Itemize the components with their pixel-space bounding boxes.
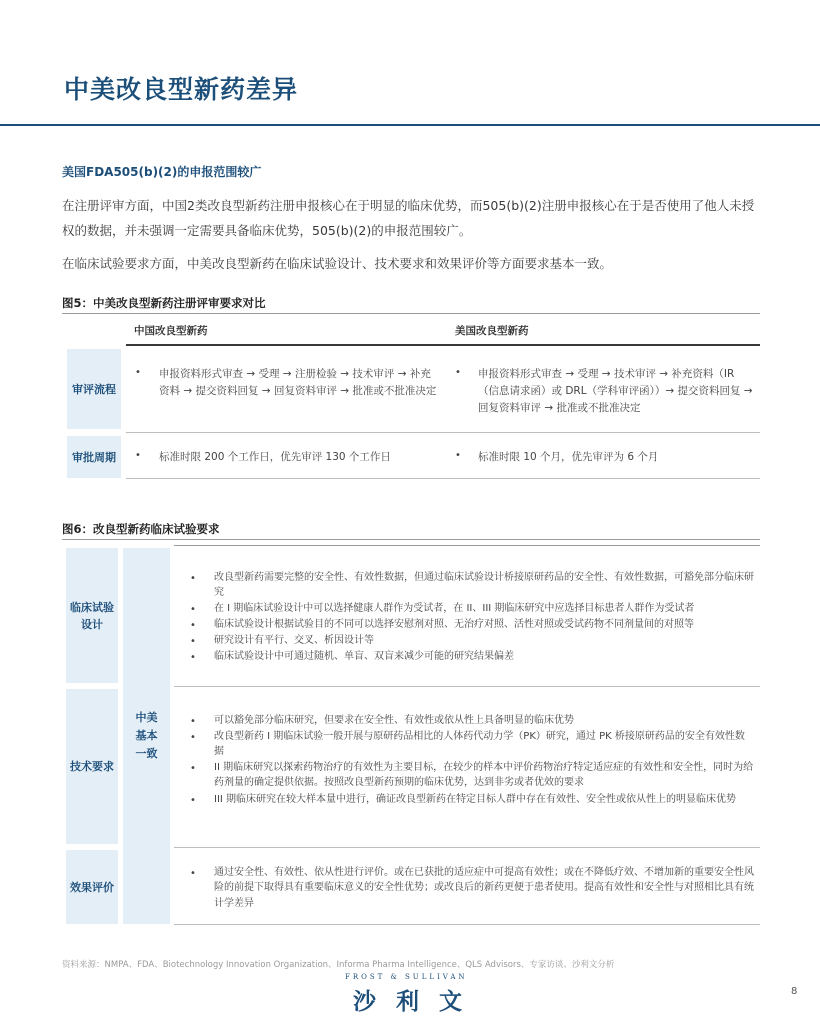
- row-divider: [174, 924, 760, 925]
- cell-china-period: 标准时限 200 个工作日，优先审评 130 个工作日: [159, 451, 391, 463]
- row-label-trial-design: 临床试验设计: [66, 548, 118, 683]
- column-header-usa: 美国改良型新药: [455, 325, 529, 337]
- logo-wordmark: FROST & SULLIVAN: [345, 973, 468, 981]
- row-divider: [126, 478, 760, 479]
- bullet-dot: •: [190, 604, 196, 615]
- bullet-dot: •: [190, 763, 196, 774]
- column-header-rule: [126, 344, 760, 346]
- bullet-dot: •: [190, 620, 196, 631]
- list-item: 改良型新药需要完整的安全性、有效性数据，但通过临床试验设计桥接原研药品的安全性、有效性数据，可豁免部分临床研究: [214, 572, 754, 599]
- bullet-dot: •: [190, 795, 196, 806]
- column-header-china: 中国改良型新药: [134, 325, 208, 337]
- cell-china-process: 申报资料形式审查 → 受理 → 注册检验 → 技术审评 → 补充资料 → 提交资料回复 → 回复资料审评 → 批准或不批准决定: [159, 368, 437, 397]
- row-label-approval-period: 审批周期: [67, 436, 121, 478]
- bullet-dot: •: [455, 367, 461, 378]
- bullet-dot: •: [190, 868, 196, 879]
- row-divider: [174, 686, 760, 687]
- list-item: 临床试验设计中可通过随机、单盲、双盲来减少可能的研究结果偏差: [214, 651, 514, 662]
- bullet-dot: •: [190, 716, 196, 727]
- list-item: 可以豁免部分临床研究，但要求在安全性、有效性或依从性上具备明显的临床优势: [214, 715, 574, 726]
- list-item: 改良型新药 I 期临床试验一般开展与原研药品相比的人体药代动力学（PK）研究，通过 PK 桥接原研药品的安全有效性数据: [214, 731, 745, 758]
- row-divider: [174, 847, 760, 848]
- title-divider: [0, 124, 820, 126]
- row-label-efficacy-evaluation: 效果评价: [66, 850, 118, 924]
- cell-usa-period: 标准时限 10 个月，优先审评为 6 个月: [478, 451, 659, 463]
- bullet-dot: •: [455, 450, 461, 461]
- page-title: 中美改良型新药差异: [64, 75, 299, 104]
- section-heading: 美国FDA505(b)(2)的申报范围较广: [62, 165, 262, 179]
- cell-usa-process: 申报资料形式审查 → 受理 → 技术审评 → 补充资料（IR（信息请求函）或 DRL（学科审评函））→ 提交资料回复 → 回复资料审评 → 批准或不批准决定: [478, 368, 753, 414]
- list-item: 研究设计有平行、交叉、析因设计等: [214, 635, 374, 646]
- list-item: III 期临床研究在较大样本量中进行，确证改良型新药在特定目标人群中存在有效性、安全性或依从性上的明显临床优势: [214, 794, 737, 805]
- figure5-top-rule: [62, 313, 760, 314]
- figure6-content-rule: [174, 545, 760, 546]
- bullet-dot: •: [190, 652, 196, 663]
- merged-label-consistent: 中美基本一致: [123, 548, 170, 924]
- page-number: 8: [791, 986, 798, 997]
- figure5-title: 图5：中美改良型新药注册评审要求对比: [62, 296, 266, 310]
- bullet-dot: •: [135, 367, 141, 378]
- paragraph-clinical: 在临床试验要求方面，中美改良型新药在临床试验设计、技术要求和效果评价等方面要求基本一致。: [62, 256, 613, 271]
- list-item: II 期临床研究以探索药物治疗的有效性为主要目标，在较少的样本中评价药物治疗特定适应症的有效性和安全性，同时为给药剂量的确定提供依据。按照改良型新药预期的临床优势，达到非劣或者优效的要求: [214, 762, 754, 789]
- row-label-technical-requirements: 技术要求: [66, 689, 118, 844]
- row-label-review-process: 审评流程: [67, 349, 121, 429]
- bullet-dot: •: [190, 732, 196, 743]
- bullet-dot: •: [135, 450, 141, 461]
- paragraph-registration: 在注册评审方面，中国2类改良型新药注册申报核心在于明显的临床优势，而505(b)(2)注册申报核心在于是否使用了他人未授权的数据，并未强调一定需要具备临床优势，505(b)(2)的申报范围较广。: [62, 198, 755, 238]
- bullet-dot: •: [190, 573, 196, 584]
- list-item: 通过安全性、有效性、依从性进行评价。或在已获批的适应症中可提高有效性；或在不降低疗效、不增加新的重要安全性风险的前提下取得具有重要临床意义的安全性优势；或改良后的新药更便于患者使用。提高有效性和安全性与对照相比具有统计学差异: [214, 867, 754, 909]
- bullet-dot: •: [190, 636, 196, 647]
- logo-chinese: 沙利文: [353, 989, 482, 1015]
- row-divider: [126, 432, 760, 433]
- list-item: 临床试验设计根据试验目的不同可以选择安慰剂对照、无治疗对照、活性对照或受试药物不同剂量间的对照等: [214, 619, 694, 630]
- list-item: 在 I 期临床试验设计中可以选择健康人群作为受试者，在 II、III 期临床研究中应选择目标患者人群作为受试者: [214, 603, 695, 614]
- source-note: 资料来源：NMPA、FDA、Biotechnology Innovation Organization、Informa Pharma Intelligence、QLS Advisors、专家访谈、沙利文分析: [62, 960, 615, 970]
- figure6-title: 图6：改良型新药临床试验要求: [62, 522, 220, 536]
- figure6-top-rule: [62, 539, 760, 540]
